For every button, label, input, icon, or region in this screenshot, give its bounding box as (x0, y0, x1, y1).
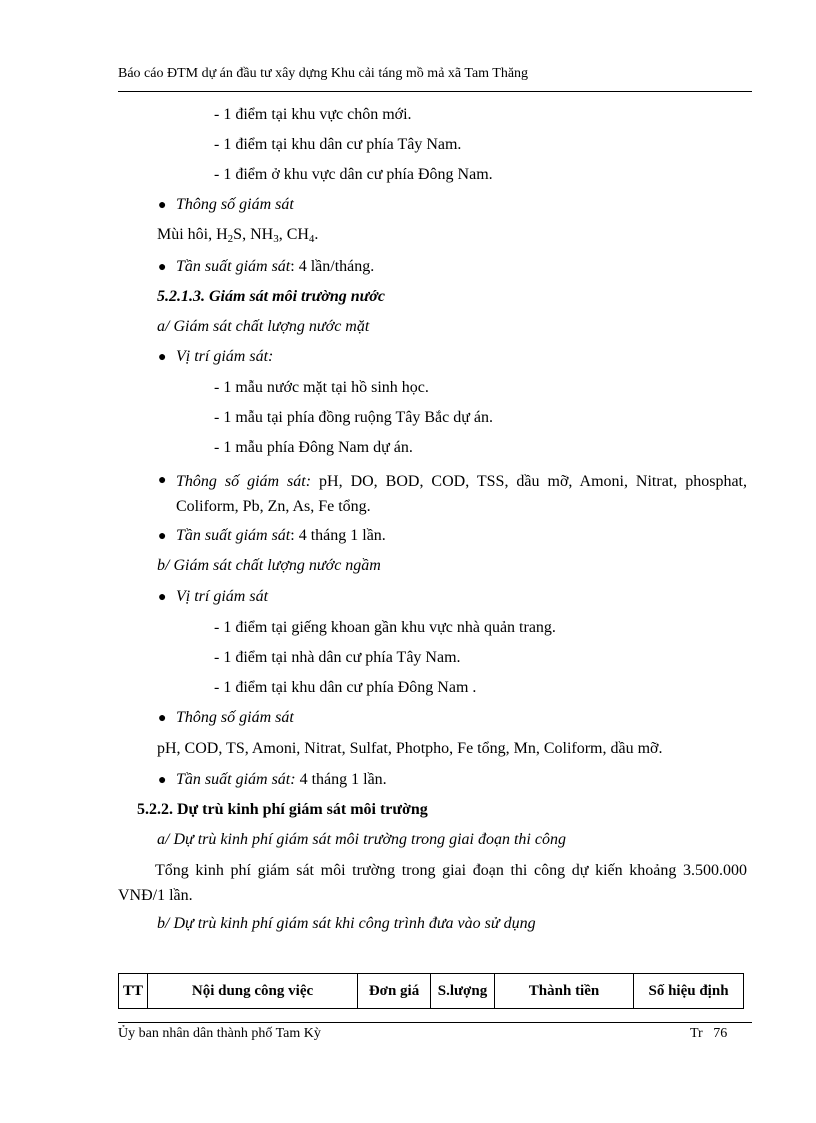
footer-divider (118, 1022, 752, 1023)
table-header-cell: Thành tiền (495, 974, 634, 1009)
surface-water-point-3: - 1 mẫu phía Đông Nam dự án. (214, 439, 413, 456)
ground-water-params: pH, COD, TS, Amoni, Nitrat, Sulfat, Photpho, Fe tổng, Mn, Coliform, dầu mỡ. (157, 740, 663, 757)
surface-water-point-2: - 1 mẫu tại phía đồng ruộng Tây Bắc dự án. (214, 409, 493, 426)
ground-water-point-2: - 1 điểm tại nhà dân cư phía Tây Nam. (214, 649, 461, 666)
bullet-icon: ● (158, 473, 167, 488)
ground-water-point-1: - 1 điểm tại giếng khoan gần khu vực nhà quản trang. (214, 619, 556, 636)
table-header-row (119, 974, 744, 1009)
bullet-icon: ● (158, 711, 167, 726)
surface-water-title: a/ Giám sát chất lượng nước mặt (157, 318, 370, 335)
bullet-icon: ● (158, 590, 167, 605)
table-header-cell: Đơn giá (358, 974, 431, 1009)
air-point-2: - 1 điểm tại khu dân cư phía Tây Nam. (214, 136, 462, 153)
budget-table (118, 973, 744, 1009)
ground-water-frequency: Tần suất giám sát: 4 tháng 1 lần. (176, 771, 387, 788)
page-number: Tr 76 (690, 1026, 728, 1041)
bullet-icon: ● (158, 773, 167, 788)
air-params-text: Mùi hôi, $H_2S$, $NH_3$, $CH_4$. (157, 226, 319, 245)
header-divider (118, 91, 752, 92)
ground-water-params-label: Thông số giám sát (176, 709, 294, 726)
surface-water-params: Thông số giám sát: pH, DO, BOD, COD, TSS, dầu mỡ, Amoni, Nitrat, phosphat, Coliform, Pb, Zn, As, Fe tổng. (176, 473, 748, 515)
bullet-icon: ● (158, 260, 167, 275)
budget-operation-title: b/ Dự trù kinh phí giám sát khi công trình đưa vào sử dụng (157, 915, 536, 932)
budget-construction-paragraph: Tổng kinh phí giám sát môi trường trong giai đoạn thi công dự kiến khoảng 3.500.000 VNĐ/1 lần. (118, 862, 747, 904)
bullet-icon: ● (158, 529, 167, 544)
air-point-3: - 1 điểm ở khu vực dân cư phía Đông Nam. (214, 166, 493, 183)
table-header-cell: Số hiệu định (634, 974, 744, 1009)
page-header: Báo cáo ĐTM dự án đầu tư xây dựng Khu cải táng mồ mả xã Tam Thăng (118, 66, 529, 81)
air-params-label: Thông số giám sát (176, 196, 294, 213)
ground-water-title: b/ Giám sát chất lượng nước ngầm (157, 557, 381, 574)
surface-water-frequency: Tần suất giám sát: 4 tháng 1 lần. (176, 527, 386, 544)
air-frequency: Tần suất giám sát: 4 lần/tháng. (176, 258, 375, 275)
table-header-cell: S.lượng (431, 974, 495, 1009)
ground-water-point-3: - 1 điểm tại khu dân cư phía Đông Nam . (214, 679, 477, 696)
table-header-cell: Nội dung công việc (148, 974, 358, 1009)
ground-water-location-label: Vị trí giám sát (176, 588, 269, 605)
budget-construction-title: a/ Dự trù kinh phí giám sát môi trường trong giai đoạn thi công (157, 831, 566, 848)
table-header-cell: TT (119, 974, 148, 1009)
section-title-water: 5.2.1.3. Giám sát môi trường nước (157, 288, 385, 305)
section-title-budget: 5.2.2. Dự trù kinh phí giám sát môi trường (137, 801, 428, 818)
surface-water-point-1: - 1 mẫu nước mặt tại hồ sinh học. (214, 379, 429, 396)
page-footer-left: Ủy ban nhân dân thành phố Tam Kỳ (118, 1026, 321, 1041)
bullet-icon: ● (158, 350, 167, 365)
bullet-icon: ● (158, 198, 167, 213)
air-point-1: - 1 điểm tại khu vực chôn mới. (214, 106, 412, 123)
surface-water-location-label: Vị trí giám sát: (176, 348, 274, 365)
